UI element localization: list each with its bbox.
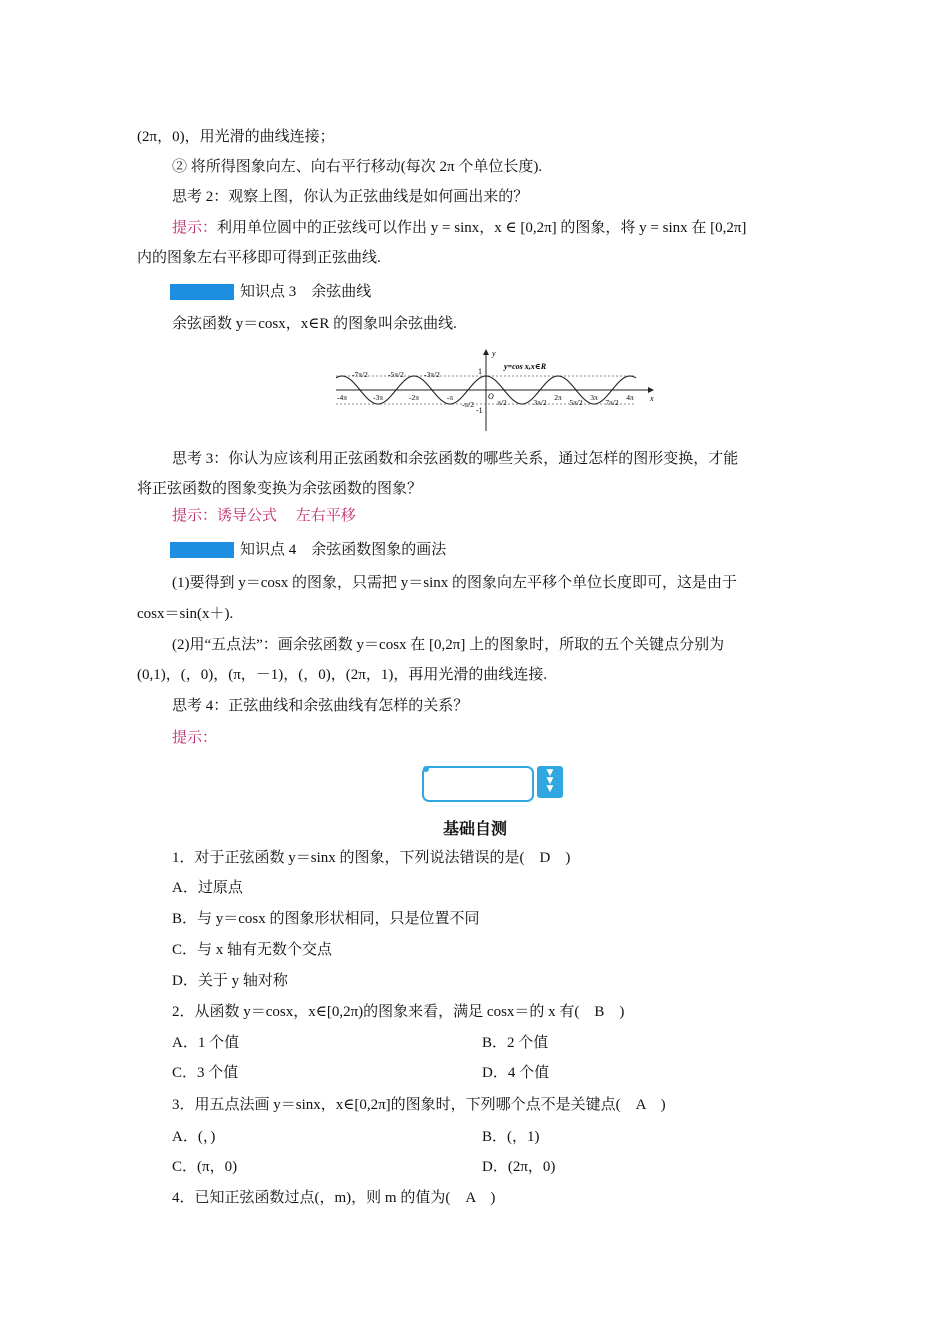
tick-label: -4π — [336, 393, 348, 402]
tick-label: π/2 — [497, 398, 507, 407]
section-banner-dot — [423, 766, 429, 772]
tick-minus-one: -1 — [476, 406, 483, 415]
option: A．1 个值 — [172, 1035, 240, 1051]
think-4: 思考 4：正弦曲线和余弦曲线有怎样的关系？ — [172, 698, 469, 714]
think-3: 思考 3：你认为应该利用正弦函数和余弦函数的哪些关系，通过怎样的图形变换，才能 — [172, 451, 739, 467]
tick-label: 3π — [590, 393, 598, 402]
text-line: (0,1)，(，0)，(π，－1)，(，0)，(2π，1)，再用光滑的曲线连接. — [137, 667, 548, 683]
question-4: 4．已知正弦函数过点(，m)，则 m 的值为( A ) — [172, 1190, 496, 1206]
tick-label: -π — [446, 393, 454, 402]
tick-label: -3π — [372, 393, 384, 402]
think-2: 思考 2：观察上图，你认为正弦曲线是如何画出来的？ — [172, 189, 529, 205]
option: A．(，) — [172, 1129, 216, 1145]
cosine-graph — [332, 347, 662, 435]
tick-label: -7π/2 — [352, 370, 368, 379]
tick-label: 5π/2 — [569, 398, 583, 407]
hint-line: 提示：诱导公式 左右平移 — [172, 508, 356, 524]
text-line: 内的图象左右平移即可得到正弦曲线. — [137, 250, 381, 266]
option: D．关于 y 轴对称 — [172, 973, 288, 989]
hint-text: 利用单位圆中的正弦线可以作出 y = sinx，x ∈ [0,2π] 的图象，将 y = sinx 在 [0,2π] — [217, 220, 747, 236]
tick-label: -2π — [408, 393, 420, 402]
section-title: 基础自测 — [442, 821, 507, 838]
x-axis-label: x — [650, 394, 654, 403]
option: B．2 个值 — [482, 1035, 549, 1051]
question-1: 1．对于正弦函数 y＝sinx 的图象，下列说法错误的是( D ) — [172, 850, 571, 866]
origin-label: O — [488, 392, 494, 401]
tick-label: 3π/2 — [533, 398, 547, 407]
text-line: ② 将所得图象向左、向右平行移动(每次 2π 个单位长度). — [172, 159, 543, 175]
option: C．与 x 轴有无数个交点 — [172, 942, 333, 958]
text-line: 余弦函数 y＝cosx，x∈R 的图象叫余弦曲线. — [172, 316, 457, 332]
text-line: 将正弦函数的图象变换为余弦函数的图象？ — [137, 481, 423, 497]
knowledge-point-marker — [170, 284, 234, 300]
tick-one: 1 — [478, 367, 482, 376]
knowledge-point-3-title: 知识点 3 余弦曲线 — [240, 284, 372, 300]
option: B．(，1) — [482, 1129, 540, 1145]
hint-line — [172, 218, 746, 238]
option: D．(2π，0) — [482, 1159, 556, 1175]
option: D．4 个值 — [482, 1065, 550, 1081]
text-line: (2)用“五点法”：画余弦函数 y＝cosx 在 [0,2π] 上的图象时，所取的五个关键点分别为 — [172, 637, 725, 653]
question-2: 2．从函数 y＝cosx，x∈[0,2π)的图象来看，满足 cosx＝的 x 有( B ) — [172, 1004, 625, 1020]
text-line: cosx＝sin(x＋). — [137, 606, 234, 622]
option: C．(π，0) — [172, 1159, 238, 1175]
tick-label: -5π/2 — [388, 370, 404, 379]
tick-label: 2π — [554, 393, 562, 402]
knowledge-point-marker — [170, 542, 234, 558]
option: C．3 个值 — [172, 1065, 239, 1081]
hint-label: 提示： — [172, 220, 218, 236]
tick-label: -π/2 — [461, 400, 475, 409]
hint-line: 提示： — [172, 730, 218, 746]
knowledge-point-4-title: 知识点 4 余弦函数图象的画法 — [240, 542, 447, 558]
option: B．与 y＝cosx 的图象形状相同，只是位置不同 — [172, 911, 480, 927]
option: A．过原点 — [172, 880, 243, 896]
section-banner — [422, 766, 534, 802]
text-line: (1)要得到 y＝cosx 的图象，只需把 y＝sinx 的图象向左平移个单位长度即可，这是由于 — [172, 575, 737, 591]
y-axis-label: y — [492, 349, 496, 358]
equation-label: y=cos x,x∈R — [504, 362, 547, 371]
tick-label: 4π — [626, 393, 634, 402]
tick-label: -3π/2 — [424, 370, 440, 379]
text-line: (2π，0)，用光滑的曲线连接； — [137, 129, 335, 145]
chevrons-down-icon: ▼ ▼ ▼ — [537, 766, 563, 798]
question-3: 3．用五点法画 y＝sinx，x∈[0,2π]的图象时，下列哪个点不是关键点( A ) — [172, 1097, 666, 1113]
tick-label: 7π/2 — [605, 398, 619, 407]
